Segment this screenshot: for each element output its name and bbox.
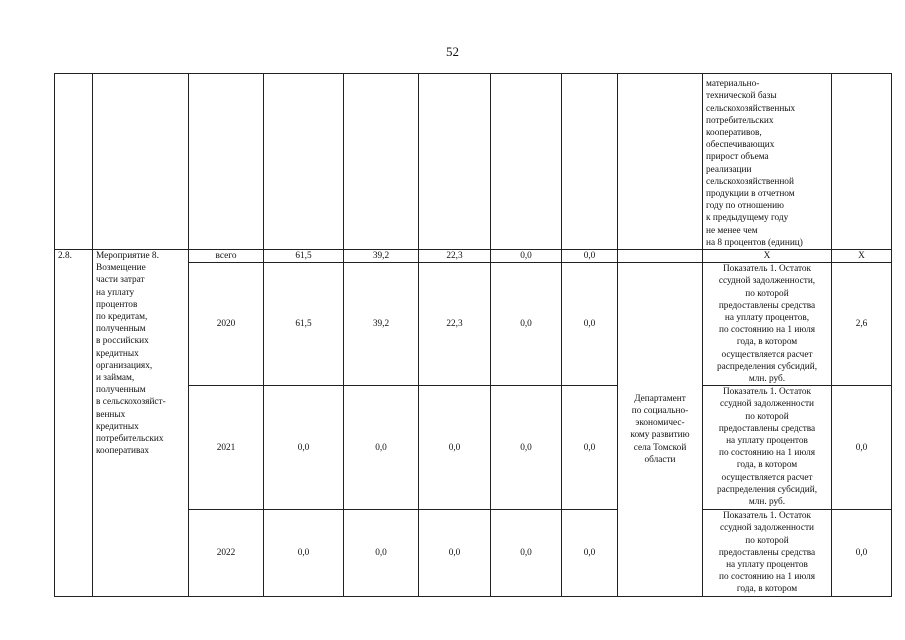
value-cell: 0,0 [264, 510, 344, 596]
measure-name: Мероприятие 8. Возмещение части затрат на уплату процентов по кредитам, полученным в российских кредитных организациях, и займам, полученным в сельскохозяйст- венных кредитных потребительских кооперативах [93, 250, 189, 597]
program-table [54, 73, 892, 597]
value-cell: 0,0 [264, 386, 344, 510]
value-cell: 39,2 [344, 250, 419, 263]
indicator-cell: X [703, 250, 832, 263]
value-cell: 61,5 [264, 250, 344, 263]
cell-empty [618, 74, 703, 250]
indicator-value: 2,6 [832, 263, 892, 386]
cell-empty [562, 74, 618, 250]
value-cell: 0,0 [491, 386, 562, 510]
indicator-cell: Показатель 1. Остаток ссудной задолженности по которой предоставлены средства на уплату процентов по состоянию на 1 июля года, в котором осуществляется расчет распределения субсидий, млн. руб. [703, 386, 832, 510]
period-cell: 2020 [189, 263, 264, 386]
value-cell: 0,0 [562, 386, 618, 510]
value-cell: 61,5 [264, 263, 344, 386]
executor-cell: Департамент по социально- экономичес- кому развитию села Томской области [618, 263, 703, 596]
cell-empty [55, 74, 93, 250]
value-cell: 0,0 [562, 263, 618, 386]
indicator-value: 0,0 [832, 386, 892, 510]
cell-empty [189, 74, 264, 250]
cell-empty [618, 250, 703, 263]
value-cell: 0,0 [491, 250, 562, 263]
value-cell: 0,0 [562, 250, 618, 263]
period-cell: 2021 [189, 386, 264, 510]
value-cell: 0,0 [419, 386, 491, 510]
continuation-row [55, 74, 892, 250]
cell-empty [832, 74, 892, 250]
value-cell: 0,0 [491, 510, 562, 596]
value-cell: 0,0 [562, 510, 618, 596]
page-number: 52 [446, 44, 459, 59]
cell-empty [344, 74, 419, 250]
value-cell: 22,3 [419, 250, 491, 263]
value-cell: 0,0 [344, 386, 419, 510]
value-cell: 0,0 [344, 510, 419, 596]
indicator-value: X [832, 250, 892, 263]
cell-empty [93, 74, 189, 250]
cell-empty [419, 74, 491, 250]
period-cell: всего [189, 250, 264, 263]
cell-empty [264, 74, 344, 250]
period-cell: 2022 [189, 510, 264, 596]
indicator-cell: Показатель 1. Остаток ссудной задолженности по которой предоставлены средства на уплату процентов по состоянию на 1 июля года, в котором [703, 510, 832, 596]
indicator-cell: Показатель 1. Остаток ссудной задолженности, по которой предоставлены средства на уплату процентов, по состоянию на 1 июля года, в котором осуществляется расчет распределения субсидий, млн. руб. [703, 263, 832, 386]
table-row [55, 250, 892, 263]
cell-empty [491, 74, 562, 250]
value-cell: 22,3 [419, 263, 491, 386]
indicator-text: материально- технической базы сельскохозяйственных потребительских кооперативов, обеспечивающих прирост объема реализации сельскохозяйственной продукции в отчетном году по отношению к предыдущему году не менее чем на 8 процентов (единиц) [703, 74, 832, 250]
value-cell: 0,0 [491, 263, 562, 386]
measure-number: 2.8. [55, 250, 93, 597]
indicator-value: 0,0 [832, 510, 892, 596]
value-cell: 0,0 [419, 510, 491, 596]
value-cell: 39,2 [344, 263, 419, 386]
